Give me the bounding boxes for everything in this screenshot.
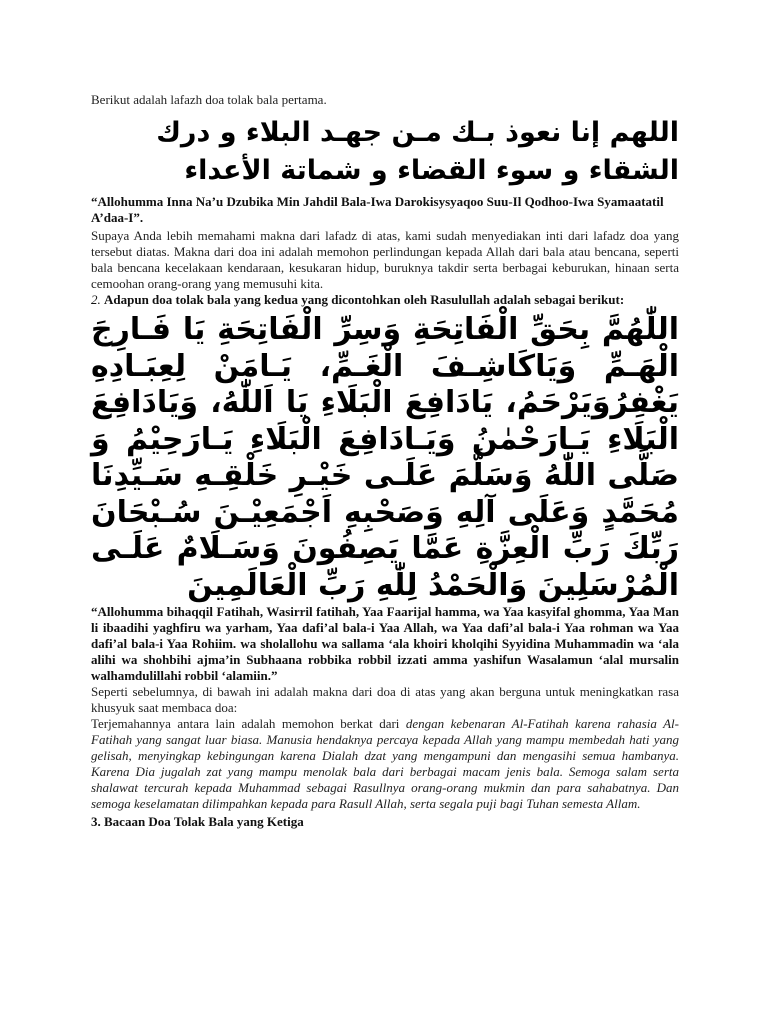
intro-text: Berikut adalah lafazh doa tolak bala pertama. — [91, 92, 327, 107]
doa2-transliteration: “Allohumma bihaqqil Fatihah, Wasirril fatihah, Yaa Faarijal hamma, wa Yaa kasyifal ghomma, Yaa Man li ibaadihi yaghfiru wa yarham, Yaa dafi’al bala-i Yaa Allah, wa Yaa dafi’al bala-i Yaa rohman wa Yaa dafi’al bala-i Yaa Rohiim. wa sholallohu wa sallama ‘ala khoiri kholqihi Syyidina Muhammadin wa ‘ala alihi wa shohbihi ajma’in Subhaana robbika robbil izzati amma yashifun Wasalamun ‘alal mursalin walhamdulillahi robbil ‘alamiin.” — [91, 604, 679, 683]
doa2-translation — [91, 716, 679, 812]
section3-heading: 3. Bacaan Doa Tolak Bala yang Ketiga — [91, 814, 304, 829]
doa1-explanation: Supaya Anda lebih memahami makna dari lafadz di atas, kami sudah menyediakan inti dari lafadz doa yang tersebut diatas. Makna dari doa ini adalah memohon perlindungan kepada Allah dari bala atau bencana, seperti bala bencana kecelakaan kendaraan, kesukaran hidup, buruknya takdir serta berbagai keburukan, hinaan serta cemoohan orang-orang yang memusuhi kita. — [91, 228, 679, 291]
doa2-translation-italic: dengan kebenaran Al-Fatihah karena rahasia Al-Fatihah yang sangat luar biasa. Manusia hendaknya percaya kepada Allah yang mampu membedah hati yang gelisah, menyingkap kebingungan karena Dialah dzat yang mengampuni dan mengasihi semua hambanya. Karena Dia jugalah zat yang mampu menolak bala dari berbagai macam jenis bala. Semoga salam serta shalawat tercurah kepada Muhammad sebagai Rasullnya orang-orang mukmin dan para sahabatnya. Dan semoga keselamatan dilimpahkan kepada para Rasull Allah, serta segala puji bagi Tuhan semesta Allam. — [91, 716, 679, 811]
doa2-heading-text: Adapun doa tolak bala yang kedua yang dicontohkan oleh Rasulullah adalah sebagai berikut: — [104, 292, 625, 307]
doa2-number: 2. — [91, 292, 101, 307]
doa2-heading — [91, 292, 679, 308]
doa2-explanation: Seperti sebelumnya, di bawah ini adalah makna dari doa di atas yang akan berguna untuk meningkatkan rasa khusyuk saat membaca doa: — [91, 684, 679, 715]
doa2-arabic: اللّٰهُمَّ بِحَقِّ الْفَاتِحَةِ وَسِرِّ الْفَاتِحَةِ يَا فَـارِجَ الْهَـمِّ وَيَاكَاشِـفَ الْغَـمِّ، يَـامَنْ لِعِبَـادِهِ يَغْفِرُوَيَرْحَمُ، يَادَافِعَ الْبَلَاءِ يَا اَللّٰهُ، وَيَادَافِعَ الْبَلَاءِ يَـارَحْمٰنُ وَيَـادَافِعَ الْبَلَاءِ يَـارَحِيْمُ وَ صَلَّى اللّٰهُ وَسَلَّمَ عَلَـى خَيْـرِ خَلْقِـهِ سَـيِّدِنَا مُحَمَّدٍ وَعَلَى آلِهِ وَصَحْبِهِ اَجْمَعِيْـنَ سُـبْحَانَ رَبِّكَ رَبِّ الْعِزَّةِ عَمَّا يَصِفُونَ وَسَـلَامٌ عَلَـى الْمُرْسَلِينَ وَالْحَمْدُ لِلّٰهِ رَبِّ الْعَالَمِينَ — [91, 312, 679, 603]
doa1-transliteration: “Allohumma Inna Na’u Dzubika Min Jahdil Bala-Iwa Darokisysyaqoo Suu-Il Qodhoo-Iwa Syamaatatil A’daa-I”. — [91, 194, 664, 225]
doa1-arabic: اللهم إنا نعوذ بـك مـن جهـد البلاء و درك الشقاء و سوء القضاء و شماتة الأعداء — [156, 117, 679, 186]
doa2-translation-prefix: Terjemahannya antara lain adalah memohon berkat dari — [91, 716, 406, 731]
document-page — [91, 92, 679, 830]
